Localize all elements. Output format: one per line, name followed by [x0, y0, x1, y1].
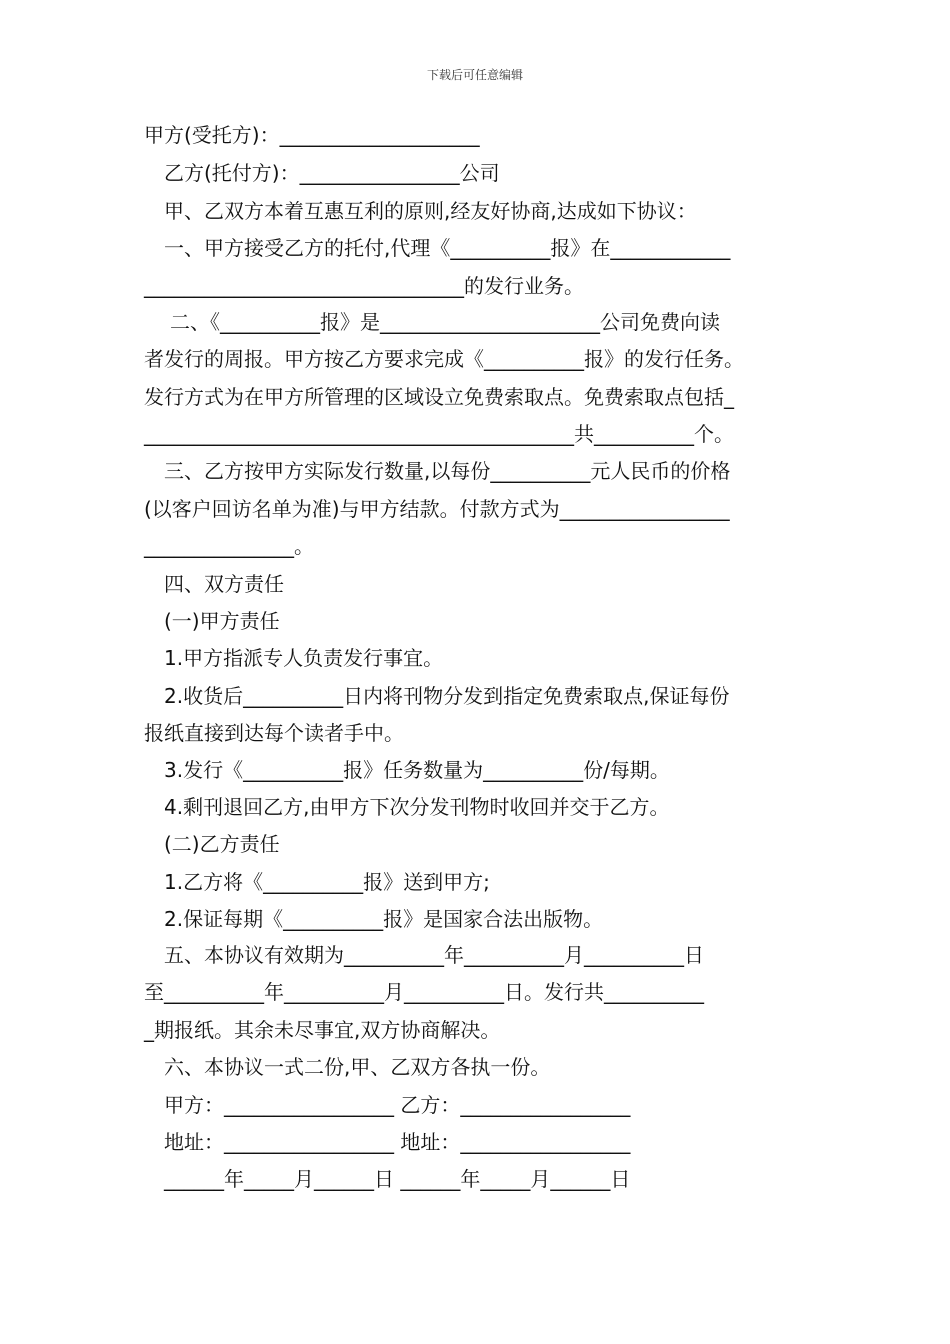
party-a-duty-1: 1.甲方指派专人负责发行事宜。	[164, 646, 444, 670]
date-line: ______年_____月______日 ______年_____月______日	[164, 1167, 631, 1191]
intro-line: 甲、乙双方本着互惠互利的原则,经友好协商,达成如下协议：	[164, 199, 697, 223]
clause-5-line: 五、本协议有效期为__________年__________月__________日	[164, 943, 704, 967]
party-a-line: 甲方(受托方)：____________________	[144, 123, 480, 147]
party-a-duty-2: 2.收货后__________日内将刊物分发到指定免费索取点,保证每份	[164, 684, 730, 708]
party-b-duty-heading: (二)乙方责任	[164, 832, 280, 856]
clause-5-cont-2: _期报纸。其余未尽事宜,双方协商解决。	[144, 1018, 501, 1042]
clause-4-heading: 四、双方责任	[164, 572, 284, 596]
clause-2-cont-1: 者发行的周报。甲方按乙方要求完成《__________报》的发行任务。	[144, 347, 744, 371]
signature-line: 甲方：_________________ 乙方：_________________	[164, 1093, 631, 1117]
party-b-duty-2: 2.保证每期《__________报》是国家合法出版物。	[164, 907, 604, 931]
party-b-duty-1: 1.乙方将《__________报》送到甲方;	[164, 870, 490, 894]
clause-2-line: 二、《__________报》是______________________公司免费向读	[170, 310, 720, 334]
address-line: 地址：_________________ 地址：_________________	[164, 1130, 631, 1154]
clause-1-line: 一、甲方接受乙方的托付,代理《__________报》在____________	[164, 236, 731, 260]
party-a-duty-2-cont: 报纸直接到达每个读者手中。	[144, 721, 404, 745]
clause-3-cont-1: (以客户回访名单为准)与甲方结款。付款方式为_________________	[144, 497, 730, 521]
clause-1-cont: ________________________________的发行业务。	[144, 274, 584, 298]
clause-5-cont-1: 至__________年__________月__________日。发行共__________	[144, 980, 704, 1004]
clause-2-cont-2: 发行方式为在甲方所管理的区域设立免费索取点。免费索取点包括_	[144, 385, 734, 409]
party-a-duty-4: 4.剩刊退回乙方,由甲方下次分发刊物时收回并交于乙方。	[164, 795, 670, 819]
party-a-duty-3: 3.发行《__________报》任务数量为__________份/每期。	[164, 758, 670, 782]
clause-3-cont-2: _______________。	[144, 534, 314, 558]
clause-6-line: 六、本协议一式二份,甲、乙双方各执一份。	[164, 1055, 551, 1079]
party-b-line: 乙方(托付方)：________________公司	[164, 161, 500, 185]
page-header: 下载后可任意编辑	[426, 68, 523, 82]
clause-3-line: 三、乙方按甲方实际发行数量,以每份__________元人民币的价格	[164, 459, 731, 483]
party-a-duty-heading: (一)甲方责任	[164, 609, 280, 633]
clause-2-cont-3: ___________________________________________共__________个。	[144, 422, 734, 446]
